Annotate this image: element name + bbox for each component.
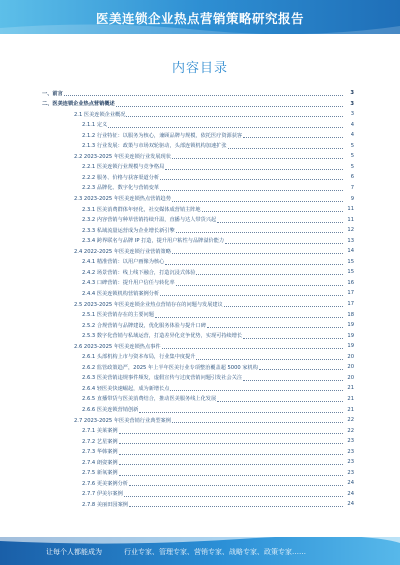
toc-entry[interactable] xyxy=(42,246,354,256)
toc-entry[interactable] xyxy=(42,362,354,372)
toc-leader-dots xyxy=(207,322,343,328)
toc-leader-dots xyxy=(172,153,343,159)
toc-entry[interactable] xyxy=(42,457,354,467)
toc-entry-page: 24 xyxy=(347,501,354,508)
toc-entry[interactable] xyxy=(42,426,354,436)
toc-leader-dots xyxy=(176,227,343,233)
toc-entry-page: 21 xyxy=(347,406,354,413)
toc-leader-dots xyxy=(196,269,343,275)
toc-entry-label: 2.5.3 数字化营销与私域运营，打造差异化竞争优势，实现可持续增长 xyxy=(82,333,243,340)
toc-entry-page: 5 xyxy=(350,153,354,160)
toc-entry-label: 2.3.2 内容营销与种草营销持续升温，直播与达人带货兴起 xyxy=(82,217,217,224)
toc-entry-label: 2.6.2 监管政策趋严，2025 年上半年医美行业专项整治覆盖超 5000 家机构 xyxy=(82,364,258,371)
toc-entry[interactable] xyxy=(42,320,354,330)
toc-entry-label: 2.2.1 医美连锁行业规模与竞争格局 xyxy=(82,164,165,171)
toc-entry[interactable] xyxy=(42,331,354,341)
toc-entry[interactable] xyxy=(42,267,354,277)
toc-leader-dots xyxy=(129,480,343,486)
toc-leader-dots xyxy=(64,90,343,96)
toc-entry-label: 2.1.2 行业特征：以服务为核心，兼顾品牌与规模，依托医疗资源获客 xyxy=(82,132,243,139)
toc-entry[interactable] xyxy=(42,394,354,404)
toc-entry-page: 4 xyxy=(350,121,354,128)
toc-entry-page: 3 xyxy=(350,111,354,118)
toc-entry-label: 一、前言 xyxy=(42,90,63,97)
toc-entry-label: 2.2.2 服务、价格与获客渠道分析 xyxy=(82,174,160,181)
toc-leader-dots xyxy=(119,459,343,465)
toc-entry-label: 2.4.4 医美连锁机构营销案例分析 xyxy=(82,290,160,297)
toc-leader-dots xyxy=(155,312,343,318)
toc-entry-label: 2.4 2022-2025 年医美连锁行业营销策略 xyxy=(74,248,171,255)
toc-entry[interactable] xyxy=(42,183,354,193)
toc-leader-dots xyxy=(172,196,343,202)
toc-entry-label: 2.3.3 私域流量运营成为企业增长新引擎 xyxy=(82,227,175,234)
toc-entry[interactable] xyxy=(42,236,354,246)
toc-entry-label: 2.3.4 跨界联名与品牌 IP 打造，提升用户粘性与品牌溢价能力 xyxy=(82,238,225,245)
toc-entry-page: 18 xyxy=(347,311,354,318)
toc-entry-label: 2.7 2023-2025 年医美营销行业典型案例 xyxy=(74,417,171,424)
toc-entry[interactable] xyxy=(42,99,354,109)
toc-entry-page: 15 xyxy=(347,258,354,265)
toc-entry-label: 2.6.5 直播带货与医美消费结合，推动医美服务线上化发展 xyxy=(82,396,217,403)
report-footer-banner xyxy=(0,537,400,565)
toc-entry-page: 4 xyxy=(350,132,354,139)
toc-entry-page: 12 xyxy=(347,227,354,234)
footer-slogan: 让每个人都能成为 xyxy=(46,548,102,556)
toc-entry-label: 2.4.3 口碑营销：提升用户信任与转化率 xyxy=(82,280,175,287)
toc-entry-label: 2.6.3 医美营销违规事件频发，虚假宣传与过度营销问题引发社会关注 xyxy=(82,375,243,382)
toc-entry[interactable] xyxy=(42,141,354,151)
toc-entry-label: 二、医美连锁企业热点营销概述 xyxy=(42,101,115,108)
toc-entry[interactable] xyxy=(42,489,354,499)
toc-entry-page: 19 xyxy=(347,332,354,339)
toc-leader-dots xyxy=(225,238,343,244)
toc-entry[interactable] xyxy=(42,447,354,457)
toc-entry[interactable] xyxy=(42,352,354,362)
toc-leader-dots xyxy=(196,354,343,360)
toc-entry[interactable] xyxy=(42,278,354,288)
toc-leader-dots xyxy=(170,385,343,391)
toc-entry[interactable] xyxy=(42,341,354,351)
toc-entry-page: 17 xyxy=(347,301,354,307)
toc-leader-dots xyxy=(160,174,343,180)
toc-entry-page: 5 xyxy=(350,163,354,170)
toc-entry[interactable] xyxy=(42,109,354,119)
toc-entry-page: 24 xyxy=(347,490,354,497)
toc-entry-page: 3 xyxy=(350,90,354,96)
toc-entry[interactable] xyxy=(42,130,354,140)
toc-entry-label: 2.6 2023-2025 年医美连锁热点事件 xyxy=(74,343,161,350)
toc-entry-page: 9 xyxy=(350,195,354,202)
toc-entry[interactable] xyxy=(42,436,354,446)
toc-entry-page: 11 xyxy=(347,206,354,213)
toc-entry-label: 2.6.4 轻医美快速崛起，成为新增长点 xyxy=(82,385,170,392)
toc-entry-page: 23 xyxy=(347,438,354,445)
report-title: 医美连锁企业热点营销策略研究报告 xyxy=(95,11,304,26)
toc-entry-label: 2.4.2 场景营销：线上线下融合，打造沉浸式体验 xyxy=(82,269,196,276)
toc-entry[interactable] xyxy=(42,172,354,182)
toc-entry-page: 15 xyxy=(347,269,354,276)
toc-entry-page: 14 xyxy=(347,248,354,255)
toc-leader-dots xyxy=(160,290,343,296)
toc-leader-dots xyxy=(243,132,343,138)
toc-entry-label: 2.7.6 更美案例分析 xyxy=(82,480,128,487)
toc-entry[interactable] xyxy=(42,310,354,320)
toc-leader-dots xyxy=(124,491,343,497)
toc-heading: 内容目录 xyxy=(171,61,228,76)
toc-leader-dots xyxy=(126,111,343,117)
report-header-banner xyxy=(0,0,400,34)
toc-leader-dots xyxy=(162,343,343,349)
toc-entry-label: 2.1 医美连锁企业概况 xyxy=(74,111,126,118)
toc-entry-page: 23 xyxy=(347,459,354,466)
toc-leader-dots xyxy=(119,470,343,476)
toc-leader-dots xyxy=(119,449,343,455)
toc-leader-dots xyxy=(119,438,343,444)
toc-entry-label: 2.3 2023-2025 年医美连锁热点营销趋势 xyxy=(74,196,171,202)
toc-entry[interactable] xyxy=(42,257,354,267)
toc-leader-dots xyxy=(217,217,343,223)
toc-leader-dots xyxy=(172,417,343,423)
toc-entry-label: 2.1.3 行业发展：政策与市场双轮驱动，头部连锁机构加速扩张 xyxy=(82,143,227,150)
toc-entry-label: 2.1.1 定义 xyxy=(82,122,108,129)
toc-entry[interactable] xyxy=(42,405,354,415)
toc-entry-label: 2.7.2 艺星案例 xyxy=(82,438,118,445)
toc-entry-page: 19 xyxy=(347,343,354,350)
toc-leader-dots xyxy=(243,375,343,381)
footer-tagline: 行业专家、管理专家、营销专家、战略专家、政策专家…… xyxy=(124,548,306,556)
toc-leader-dots xyxy=(172,248,343,254)
toc-entry-label: 2.6.6 医美连锁营销创新 xyxy=(82,407,139,413)
toc-entry[interactable] xyxy=(42,299,354,309)
toc-entry-label: 2.6.1 头部机构上市与资本布局，行业集中度提升 xyxy=(82,354,196,361)
toc-entry-page: 7 xyxy=(350,184,354,191)
toc-entry-page: 3 xyxy=(350,100,354,107)
toc-entry[interactable] xyxy=(42,120,354,130)
toc-entry-page: 17 xyxy=(347,290,354,297)
toc-entry-page: 20 xyxy=(347,364,354,371)
toc-entry-label: 2.2.3 品牌化、数字化与营销变革 xyxy=(82,185,160,192)
toc-entry-page: 22 xyxy=(347,427,354,434)
toc-entry-page: 20 xyxy=(347,353,354,360)
toc-entry[interactable] xyxy=(42,215,354,225)
toc-entry-label: 2.3.1 医美消费群体年轻化，社交媒体成营销主阵地 xyxy=(82,206,201,213)
toc-entry[interactable] xyxy=(42,478,354,488)
toc-entry-page: 13 xyxy=(347,237,354,244)
toc-entry-label: 2.7.7 伊美尔案例 xyxy=(82,491,123,498)
toc-entry-label: 2.7.5 新氧案例 xyxy=(82,470,118,477)
toc-leader-dots xyxy=(217,396,343,402)
toc-leader-dots xyxy=(165,164,343,170)
toc-leader-dots xyxy=(139,407,343,413)
toc-entry[interactable] xyxy=(42,204,354,214)
toc-entry[interactable] xyxy=(42,468,354,478)
toc-entry-page: 11 xyxy=(347,216,354,223)
toc-leader-dots xyxy=(228,143,343,149)
toc-leader-dots xyxy=(243,333,343,339)
toc-leader-dots xyxy=(224,301,343,307)
toc-entry[interactable] xyxy=(42,499,354,509)
toc-entry[interactable] xyxy=(42,162,354,172)
toc-entry-label: 2.5.1 医美营销存在的主要问题 xyxy=(82,312,154,319)
toc-entry-label: 2.5.2 合规营销与品牌建设，优化服务体验与提升口碑 xyxy=(82,322,206,329)
toc-entry[interactable] xyxy=(42,225,354,235)
toc-entry-page: 6 xyxy=(350,174,354,181)
toc-entry[interactable] xyxy=(42,288,354,298)
toc-entry-page: 16 xyxy=(347,279,354,286)
toc-entry-label: 2.4.1 精准营销：以用户画像为核心 xyxy=(82,259,165,266)
toc-entry-page: 5 xyxy=(350,142,354,149)
toc-entry-label: 2.7.1 美莱案例 xyxy=(82,428,118,435)
toc-entry-label: 2.2 2023-2025 年医美连锁行业发展现状 xyxy=(74,153,171,160)
toc-leader-dots xyxy=(176,280,343,286)
toc-entry[interactable] xyxy=(42,383,354,393)
toc-entry[interactable] xyxy=(42,88,354,98)
toc-entry-label: 2.7.4 朗姿案例 xyxy=(82,459,118,466)
toc-leader-dots xyxy=(160,185,343,191)
toc-leader-dots xyxy=(108,122,343,128)
toc-leader-dots xyxy=(129,501,343,507)
toc-entry[interactable] xyxy=(42,151,354,161)
toc-entry-page: 24 xyxy=(347,480,354,487)
toc-leader-dots xyxy=(259,364,343,370)
toc-entry-page: 21 xyxy=(347,385,354,392)
toc-entry-label: 2.7.3 华韩案例 xyxy=(82,449,118,456)
toc-entry-page: 23 xyxy=(347,448,354,455)
toc-entry-page: 22 xyxy=(347,417,354,424)
toc-entry-page: 21 xyxy=(347,395,354,402)
toc-leader-dots xyxy=(119,428,343,434)
table-of-contents xyxy=(42,88,354,518)
toc-entry[interactable] xyxy=(42,415,354,425)
toc-entry[interactable] xyxy=(42,373,354,383)
toc-leader-dots xyxy=(116,101,343,107)
toc-leader-dots xyxy=(165,259,343,265)
toc-entry-label: 2.5 2023-2025 年医美连锁企业热点营销存在的问题与发展建议 xyxy=(74,301,223,308)
toc-entry-label: 2.7.8 美丽田园案例 xyxy=(82,501,128,508)
toc-entry-page: 20 xyxy=(347,374,354,381)
toc-entry[interactable] xyxy=(42,194,354,204)
toc-entry-page: 23 xyxy=(347,469,354,476)
toc-entry-page: 19 xyxy=(347,322,354,329)
toc-leader-dots xyxy=(202,206,343,212)
